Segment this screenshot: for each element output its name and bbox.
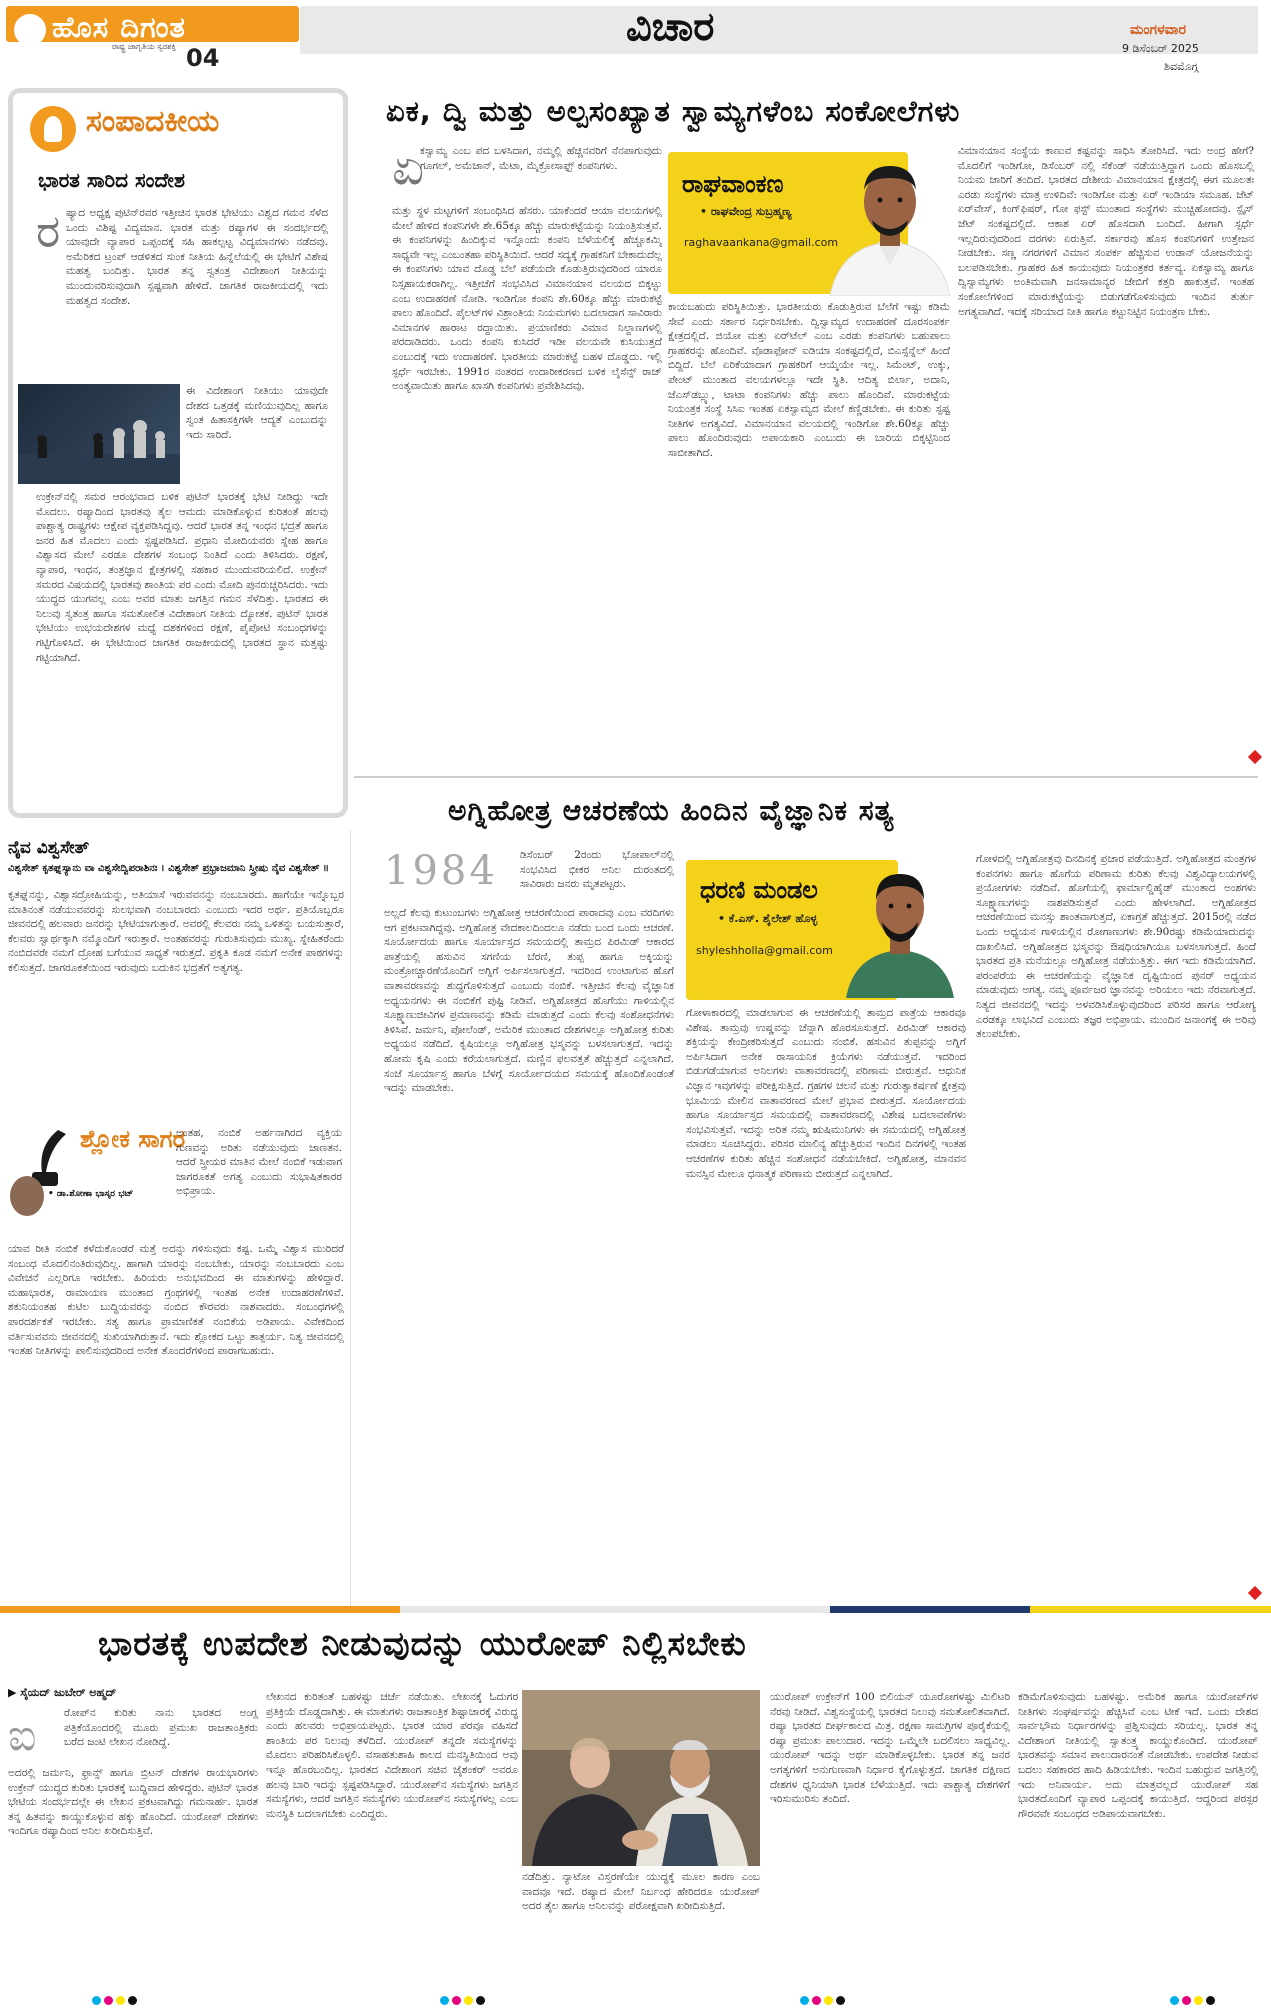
black-dot-icon [476,1996,485,2005]
section-color-strip [0,1606,1271,1613]
article1-byline: • ರಾಘವೇಂದ್ರ ಸುಬ್ರಹ್ಮಣ್ಯ [700,205,792,218]
article2-column-name: ಧರಣಿ ಮಂಡಲ [700,876,818,904]
section-band [300,6,1258,54]
editorial-label: ಸಂಪಾದಕೀಯ [86,104,220,139]
leaders-handshake-photo [522,1690,760,1866]
article3-column-2: ಲೇಖನದ ಕುರಿತಂತೆ ಬಹಳಷ್ಟು ಚರ್ಚೆ ನಡೆಯಿತು. ಲೇಖನಕ್ಕೆ ಓದುಗರ ಪ್ರತಿಕ್ರಿಯೆ ದೊಡ್ಡದಾಗಿತ್ತು. ಈ ಮಾತುಗಳು ರಾಜತಾಂತ್ರಿಕ ಶಿಷ್ಟಾಚಾರಕ್ಕೆ ವಿರುದ್ಧ ಎಂದು ಹಲವರು ಅಭಿಪ್ರಾಯಪಟ್ಟರು. ಭಾರತ ಯಾರ ಪರವೂ ವಹಿಸದೆ ಶಾಂತಿಯ ಪರ ನಿಲುವು ತಳೆದಿದೆ. ಯುರೋಪ್ ತನ್ನದೇ ಸಮಸ್ಯೆಗಳನ್ನು ಮೊದಲು ಪರಿಹರಿಸಿಕೊಳ್ಳಲಿ. ವಸಾಹತುಶಾಹಿ ಕಾಲದ ಮನಸ್ಥಿತಿಯಿಂದ ಅವು ಇನ್ನೂ ಹೊರಬಂದಿಲ್ಲ. ಭಾರತದ ವಿದೇಶಾಂಗ ಸಚಿವ ಜೈಶಂಕರ್ ಅವರೂ ಹಲವು ಬಾರಿ ಇದನ್ನು ಸ್ಪಷ್ಟಪಡಿಸಿದ್ದಾರೆ. ಯುರೋಪ್‌ನ ಸಮಸ್ಯೆಗಳು ಜಗತ್ತಿನ ಸಮಸ್ಯೆಗಳು, ಆದರೆ ಜಗತ್ತಿನ ಸಮಸ್ಯೆಗಳು ಯುರೋಪ್‌ನ ಸಮಸ್ಯೆಗಳಲ್ಲ ಎಂಬ ಮನಸ್ಥಿತಿ ಬದಲಾಗಬೇಕು ಎಂದಿದ್ದರು. [266,1691,518,1820]
article3-photo-caption-text: ನಡೆದಿತ್ತು. ನ್ಯಾಟೋ ವಿಸ್ತರಣೆಯೇ ಯುದ್ಧಕ್ಕೆ ಮೂಲ ಕಾರಣ ಎಂಬ ವಾದವೂ ಇದೆ. ರಷ್ಯಾದ ಮೇಲೆ ನಿರ್ಬಂಧ ಹೇರಿದರೂ ಯುರೋಪ್ ಅದರ ತೈಲ ಹಾಗೂ ಅನಿಲವನ್ನು ಪರೋಕ್ಷವಾಗಿ ಖರೀದಿಸುತ್ತಿದೆ. [522,1871,760,1913]
weekday: ಮಂಗಳವಾರ [1130,22,1187,38]
editorial-paragraph-2: ಈ ವಿದೇಶಾಂಗ ನೀತಿಯು ಯಾವುದೇ ದೇಶದ ಒತ್ತಡಕ್ಕೆ ಮಣಿಯುವುದಿಲ್ಲ ಹಾಗೂ ಸ್ವಂತ ಹಿತಾಸಕ್ತಿಗಳೇ ಆದ್ಯತೆ ಎಂಬುದನ್ನು ಇದು ಸಾರಿದೆ. [186,385,328,441]
logo-tagline: ರಾಷ್ಟ್ರ ಜಾಗೃತಿಯ ಸ್ವರಶಕ್ತಿ [112,42,176,51]
article2-byline: • ಕೆ.ಎಸ್. ಶೈಲೇಶ್ ಹೊಳ್ಳ [718,912,818,925]
editorial-paragraph-1: ಷ್ಯಾದ ಅಧ್ಯಕ್ಷ ಪುಟಿನ್‌ರವರ ಇತ್ತೀಚಿನ ಭಾರತ ಭೇಟಿಯು ವಿಶ್ವದ ಗಮನ ಸೆಳೆದ ಒಂದು ವಿಶಿಷ್ಟ ವಿದ್ಯಮಾನ. ಭಾರತ ಮತ್ತು ರಷ್ಯಾಗಳ ಈ ಸಂದರ್ಭದಲ್ಲಿ ಯಾವುದೇ ವ್ಯಾಪಾರ ಒಪ್ಪಂದಕ್ಕೆ ಸಹಿ ಹಾಕಲ್ಪಟ್ಟ ವಿದ್ಯಮಾನಗಳು ನಡೆದವು. ಅಮೆರಿಕದ ಟ್ರಂಪ್ ಆಡಳಿತದ ಸುಂಕ ನೀತಿಯ ಹಿನ್ನೆಲೆಯಲ್ಲಿ ಈ ಭೇಟಿಗೆ ವಿಶೇಷ ಮಹತ್ವ ಬಂದಿತ್ತು. ಭಾರತ ತನ್ನ ಸ್ವತಂತ್ರ ವಿದೇಶಾಂಗ ನೀತಿಯನ್ನು ಮುಂದುವರಿಸುವುದಾಗಿ ಸ್ಪಷ್ಟವಾಗಿ ಹೇಳಿದೆ. ಜಾಗತಿಕ ರಾಜಕೀಯದಲ್ಲಿ ಇದು ಮಹತ್ವದ ಸಂದೇಶ. [66,207,328,307]
black-dot-icon [128,1996,137,2005]
black-dot-icon [1206,1996,1215,2005]
sloka-author: • ಡಾ.ಶೋಣಾ ಭಾಸ್ಕರ ಭಟ್ [48,1189,134,1199]
sloka-headline[interactable]: ನೈವ ವಿಶ್ವಸೇತ್ [8,838,90,858]
print-registration-marks [0,1994,1271,2008]
article2-column-2: ಗೋಳಾಕಾರದಲ್ಲಿ ಮಾಡಲಾಗುವ ಈ ಆಚರಣೆಯಲ್ಲಿ ತಾಮ್ರದ ಪಾತ್ರೆಯ ಆಕಾರವೂ ವಿಶೇಷ. ತಾಮ್ರವು ಉಷ್ಣವನ್ನು ಚೆನ್ನಾಗಿ ಹೊರಸೂಸುತ್ತದೆ. ಪಿರಮಿಡ್ ಆಕಾರವು ಶಕ್ತಿಯನ್ನು ಕೇಂದ್ರೀಕರಿಸುತ್ತದೆ ಎಂಬುದು ನಂಬಿಕೆ. ಹಸುವಿನ ತುಪ್ಪವನ್ನು ಅಗ್ನಿಗೆ ಅರ್ಪಿಸಿದಾಗ ಅನೇಕ ರಾಸಾಯನಿಕ ಕ್ರಿಯೆಗಳು ನಡೆಯುತ್ತವೆ. ಇದರಿಂದ ಬಿಡುಗಡೆಯಾಗುವ ಅನಿಲಗಳು ವಾತಾವರಣದಲ್ಲಿ ಪರಿಣಾಮ ಬೀರುತ್ತವೆ. ಆಧುನಿಕ ವಿಜ್ಞಾನ ಇವುಗಳನ್ನು ಪರೀಕ್ಷಿಸುತ್ತಿದೆ. ಗ್ರಹಗಳ ಚಲನೆ ಮತ್ತು ಗುರುತ್ವಾಕರ್ಷಣೆ ಕ್ಷೇತ್ರವು ಭೂಮಿಯ ಮೇಲಿನ ವಾತಾವರಣದ ಮೇಲೆ ಪ್ರಭಾವ ಬೀರುತ್ತದೆ. ಸೂರ್ಯೋದಯ ಹಾಗೂ ಸೂರ್ಯಾಸ್ತದ ಸಮಯದಲ್ಲಿ ವಾತಾವರಣದಲ್ಲಿ ವಿಶೇಷ ಬದಲಾವಣೆಗಳು ಸಂಭವಿಸುತ್ತವೆ. ಇದನ್ನು ಅರಿತ ನಮ್ಮ ಋಷಿಮುನಿಗಳು ಈ ಸಮಯದಲ್ಲಿ ಅಗ್ನಿಹೋತ್ರ ಮಾಡಲು ಸೂಚಿಸಿದ್ದರು. ಪರಿಸರ ಮಾಲಿನ್ಯ ಹೆಚ್ಚುತ್ತಿರುವ ಇಂದಿನ ದಿನಗಳಲ್ಲಿ ಇಂತಹ ಆಚರಣೆಗಳ ಕುರಿತು ಹೆಚ್ಚಿನ ಸಂಶೋಧನೆ ನಡೆಯಬೇಕಿದೆ. ಅಗ್ನಿಹೋತ್ರ, ಮಾನವನ ಮನಸ್ಸಿನ ಮೇಲೂ ಧನಾತ್ಮಕ ಪರಿಣಾಮ ಬೀರುತ್ತದೆ ಎನ್ನಲಾಗಿದೆ. [686,1007,966,1180]
masthead [0,0,1271,84]
article1-column-1: ಮತ್ತು ಸ್ಥಳ ಮಟ್ಟಗಳಿಗೆ ಸಂಬಂಧಿಸಿದ ಹೆಸರು. ಯಾಕೆಂದರೆ ಆಯಾ ವಲಯಗಳಲ್ಲಿ ಮೇಲೆ ಹೇಳಿದ ಕಂಪನಿಗಳೇ ಶೇ.65ಕ್ಕೂ ಹೆಚ್ಚು ಮಾರುಕಟ್ಟೆಯನ್ನು ನಿಯಂತ್ರಿಸುತ್ತವೆ. ಈ ಕಂಪನಿಗಳನ್ನು ಹಿಂದಿಕ್ಕುವ ಇನ್ನೊಂದು ಕಂಪನಿ ಬೆಳೆಯಲಿಕ್ಕೆ ಹೆಚ್ಚೂಕಮ್ಮಿ ಸಾಧ್ಯವೇ ಇಲ್ಲ ಎಂಬಂತಹಾ ಪರಿಸ್ಥಿತಿಯಿದೆ. ಆದರೆ ಸದ್ಯಕ್ಕೆ ಗ್ರಾಹಕನಿಗೆ ಬೇಕಾದುದೆಲ್ಲ ಈ ಕಂಪನಿಗಳು ಯಾವ ದೊಡ್ಡ ಬೆಲೆ ಪಡೆಯದೇ ಕೊಡುತ್ತಿರುವುದರಿಂದ ಯಾರೂ ನಿಸ್ಸಹಾಯಕರಾಗಿಲ್ಲ. ಇತ್ತೀಚೆಗೆ ಸಂಭವಿಸಿದ ವಿಮಾನಯಾನ ವಲಯದ ಬಿಕ್ಕಟ್ಟು ಎಂಬ ಉದಾಹರಣೆ ನೋಡಿ. ಇಂಡಿಗೋ ಕಂಪನಿ ಶೇ.60ಕ್ಕೂ ಹೆಚ್ಚು ಮಾರುಕಟ್ಟೆ ಪಾಲು ಹೊಂದಿದೆ. ಪೈಲಟ್‌ಗಳ ವಿಶ್ರಾಂತಿಯ ನಿಯಮಗಳು ಬದಲಾದಾಗ ಸಾವಿರಾರು ವಿಮಾನಗಳ ಹಾರಾಟ ರದ್ದಾಯಿತು. ಪ್ರಯಾಣಿಕರು ವಿಮಾನ ನಿಲ್ದಾಣಗಳಲ್ಲಿ ಪರದಾಡಿದರು. ಒಂದು ಕಂಪನಿ ಕುಸಿದರೆ ಇಡೀ ವಲಯವೇ ಕುಸಿಯುತ್ತದೆ ಎಂಬುದಕ್ಕೆ ಇದು ಉದಾಹರಣೆ. ಭಾರತೀಯ ಮಾರುಕಟ್ಟೆ ಬಹಳ ದೊಡ್ಡದು. ಇಲ್ಲಿ ಸ್ಪರ್ಧೆ ಇರಬೇಕು. 1991ರ ನಂತರದ ಉದಾರೀಕರಣದ ಬಳಿಕ ಲೈಸೆನ್ಸ್ ರಾಜ್ ಅಂತ್ಯವಾಯಿತು ಹಾಗೂ ಖಾಸಗಿ ಕಂಪನಿಗಳು ಪ್ರವೇಶಿಸಿದವು. [392,205,662,393]
article1-column-2: ಕಾಯಬಹುದು ಪರಿಸ್ಥಿತಿಯಿತ್ತು. ಭಾರತೀಯರು ಕೊಡುತ್ತಿರುವ ಬೆಲೆಗೆ ಇಷ್ಟು ಕಡಿಮೆ ಸೇವೆ ಎಂದು ಸರ್ಕಾರ ನಿರ್ಧರಿಸಬೇಕು. ದ್ವಿಸ್ವಾಮ್ಯದ ಉದಾಹರಣೆ ದೂರಸಂಪರ್ಕ ಕ್ಷೇತ್ರದಲ್ಲಿದೆ. ಜಿಯೋ ಮತ್ತು ಏರ್‌ಟೆಲ್ ಎಂಬ ಎರಡು ಕಂಪನಿಗಳು ಬಹುಪಾಲು ಗ್ರಾಹಕರನ್ನು ಹೊಂದಿವೆ. ವೊಡಾಫೋನ್ ಐಡಿಯಾ ಸಂಕಷ್ಟದಲ್ಲಿದೆ, ಬಿಎಸ್ಸೆನ್ನೆಲ್ ಹಿಂದೆ ಬಿದ್ದಿದೆ. ಬೆಲೆ ಏರಿಕೆಯಾದಾಗ ಗ್ರಾಹಕರಿಗೆ ಆಯ್ಕೆಯೇ ಇಲ್ಲ. ಸಿಮೆಂಟ್, ಉಕ್ಕು, ಪೇಂಟ್ ಮುಂತಾದ ವಲಯಗಳಲ್ಲೂ ಇದೇ ಸ್ಥಿತಿ. ಆದಿತ್ಯ ಬಿರ್ಲಾ, ಅದಾನಿ, ಜೆಎಸ್‌ಡಬ್ಲ್ಯು, ಟಾಟಾ ಕಂಪನಿಗಳು ಹೆಚ್ಚು ಪಾಲು ಹೊಂದಿವೆ. ಮಾರುಕಟ್ಟೆಯ ನಿಯಂತ್ರಕ ಸಂಸ್ಥೆ ಸಿಸಿಐ ಇಂತಹ ಏಕಸ್ವಾಮ್ಯದ ಮೇಲೆ ಕಣ್ಣಿಡಬೇಕು. ಈ ಕುರಿತು ಸ್ಪಷ್ಟ ನೀತಿಗಳ ಅಗತ್ಯವಿದೆ. ವಿಮಾನಯಾನ ವಲಯದಲ್ಲಿ ಇಂಡಿಗೋ ಶೇ.60ಕ್ಕೂ ಹೆಚ್ಚು ಪಾಲು ಹೊಂದಿರುವುದು ಅಪಾಯಕಾರಿ ಎಂಬುದು ಈ ಬಾರಿಯ ಬಿಕ್ಕಟ್ಟಿನಿಂದ ಸಾಬೀತಾಗಿದೆ. [668,301,950,459]
article1-headline[interactable]: ಏಕ, ದ್ವಿ ಮತ್ತು ಅಲ್ಪಸಂಖ್ಯಾತ ಸ್ವಾಮ್ಯಗಳೆಂಬ ಸಂಕೋಲೆಗಳು [386,94,961,128]
column-rule [350,830,351,1610]
cyan-dot-icon [1170,1996,1179,2005]
columnist-portrait-raghavendra [820,146,960,296]
editorial-title[interactable]: ಭಾರತ ಸಾರಿದ ಸಂದೇಶ [38,168,185,192]
logo-emblem-icon [14,14,46,46]
article2-email[interactable]: shyleshholla@gmail.com [696,944,833,957]
logo-text: ಹೊಸ ದಿಗಂತ [52,10,186,44]
black-dot-icon [836,1996,845,2005]
sloka-verse: ವಿಶ್ವಸೇತ್ ಕೃತಘ್ನಸ್ಯಾನು ವಾ ವಿಶ್ವಸೇದ್ವಿಪರಾಶಿನಃ । ವಿಶ್ವಸೇತ್ ಪ್ರಭ್ರಾಜಮಾನಿ ಸ್ತ್ರೀಷು ನೈವ ವಿಶ್ವಸೇತ್ ॥ [8,863,330,874]
sloka-paragraph-1: ಕೃತಘ್ನನನ್ನು, ವಿಶ್ವಾಸದ್ರೋಹಿಯನ್ನು, ಅತಿಯಾಸೆ ಇರುವವನನ್ನು ನಂಬಬಾರದು. ಹಾಗೆಯೇ ಇನ್ನೊಬ್ಬರ ಮಾತಿನಂತೆ ನಡೆಯುವವರನ್ನು ಸುಲಭವಾಗಿ ನಂಬಬಾರದು ಎಂಬುದು ಇದರ ಅರ್ಥ. ಪ್ರತಿಯೊಬ್ಬರೂ ಜೀವನದಲ್ಲಿ ಹಲವಾರು ಜನರನ್ನು ಭೇಟಿಯಾಗುತ್ತಾರೆ. ಅವರಲ್ಲಿ ಕೆಲವರು ನಮ್ಮ ಒಳಿತನ್ನು ಬಯಸುತ್ತಾರೆ, ಕೆಲವರು ಸ್ವಾರ್ಥಕ್ಕಾಗಿ ನಮ್ಮೊಂದಿಗೆ ಇರುತ್ತಾರೆ. ಅಂತಹವರನ್ನು ಗುರುತಿಸುವುದು ಮುಖ್ಯ. ಸ್ನೇಹಿತರೆಂದು ನಂಬಿದವರೇ ನಮಗೆ ದ್ರೋಹ ಬಗೆಯುವ ಸಾಧ್ಯತೆ ಇರುತ್ತದೆ. ಪ್ರಕೃತಿ ಕೂಡ ನಮಗೆ ಅನೇಕ ಪಾಠಗಳನ್ನು ಕಲಿಸುತ್ತದೆ. ಜಾಗರೂಕತೆಯಿಂದ ಇರುವುದು ಬದುಕಿನ ಭದ್ರತೆಗೆ ಅತ್ಯಗತ್ಯ. [8,889,344,974]
article1-column-name: ರಾಘವಾಂಕಣ [682,170,784,198]
chess-photo-illustration [18,384,180,484]
article3-headline[interactable]: ಭಾರತಕ್ಕೆ ಉಪದೇಶ ನೀಡುವುದನ್ನು ಯುರೋಪ್ ನಿಲ್ಲಿಸಬೇಕು [98,1624,747,1663]
article2-year: 1984 [384,848,498,894]
sloka-sagara-label: ಶ್ಲೋಕ ಸಾಗರ [80,1125,186,1153]
yellow-dot-icon [824,1996,833,2005]
article2-column-1-lead: ಡಿಸೆಂಬರ್ 2ರಂದು ಭೋಪಾಲ್‌ನಲ್ಲಿ ಸಂಭವಿಸಿದ ಭೀಕರ ಅನಿಲ ದುರಂತದಲ್ಲಿ ಸಾವಿರಾರು ಜನರು ಮೃತಪಟ್ಟರು. [520,849,674,891]
magenta-dot-icon [104,1996,113,2005]
editorial-emblem-figure-icon [44,116,62,142]
magenta-dot-icon [812,1996,821,2005]
article1-column-1-lead: ಕಸ್ವಾಮ್ಯ ಎಂಬ ಪದ ಬಳಸಿದಾಗ, ನಮ್ಮಲ್ಲಿ ಹೆಚ್ಚಿನವರಿಗೆ ನೆನಪಾಗುವುದು ಗೂಗಲ್, ಅಮೆಜಾನ್, ಮೆಟಾ, ಮೈಕ್ರೋಸಾಫ್ಟ್ ಕಂಪನಿಗಳು. [420,145,662,172]
yellow-dot-icon [1194,1996,1203,2005]
date: 9 ಡಿಸೆಂಬರ್ 2025 [1122,42,1199,55]
columnist-portrait-shylesh [840,850,960,998]
chess-flag-photo [18,384,180,484]
magenta-dot-icon [452,1996,461,2005]
edition-city: ಶಿವಮೊಗ್ಗ [1164,60,1199,73]
article1-dropcap: ಏ [392,138,425,196]
article1-email[interactable]: raghavaankana@gmail.com [684,236,839,249]
article3-column-1: ಅದರಲ್ಲಿ ಜರ್ಮನಿ, ಫ್ರಾನ್ಸ್ ಹಾಗೂ ಬ್ರಿಟನ್ ದೇಶಗಳ ರಾಯಭಾರಿಗಳು ಉಕ್ರೇನ್ ಯುದ್ಧದ ಕುರಿತು ಭಾರತಕ್ಕೆ ಬುದ್ಧಿವಾದ ಹೇಳಿದ್ದರು. ಪುಟಿನ್ ಭಾರತ ಭೇಟಿಯ ಸಂದರ್ಭದಲ್ಲೇ ಈ ಲೇಖನ ಪ್ರಕಟವಾಗಿದ್ದು ಗಮನಾರ್ಹ. ಭಾರತ ತನ್ನ ಹಿತವನ್ನು ಕಾಯ್ದುಕೊಳ್ಳುವ ಹಕ್ಕು ಹೊಂದಿದೆ. ಯುರೋಪ್ ದೇಶಗಳು ಇಂದಿಗೂ ರಷ್ಯಾದಿಂದ ಅನಿಲ ಖರೀದಿಸುತ್ತಿವೆ. [8,1767,258,1838]
section-title: ವಿಚಾರ [626,4,715,50]
cyan-dot-icon [800,1996,809,2005]
article3-column-4: ಕಡಿಮೆಗೊಳಿಸುವುದು ಬಹಳಷ್ಟು. ಅಮೆರಿಕ ಹಾಗೂ ಯುರೋಪ್‌ಗಳ ನೀತಿಗಳು ಸಂಘರ್ಷವನ್ನು ಹೆಚ್ಚಿಸಿವೆ ಎಂಬ ಟೀಕೆ ಇದೆ. ಒಂದು ದೇಶದ ಸಾರ್ವಭೌಮ ನಿರ್ಧಾರಗಳನ್ನು ಪ್ರಶ್ನಿಸುವುದು ಸರಿಯಲ್ಲ. ಭಾರತ ತನ್ನ ವಿದೇಶಾಂಗ ನೀತಿಯಲ್ಲಿ ಸ್ವಾತಂತ್ರ್ಯ ಕಾಯ್ದುಕೊಂಡಿದೆ. ಯುರೋಪ್ ಭಾರತವನ್ನು ಸಮಾನ ಪಾಲುದಾರನಂತೆ ನೋಡಬೇಕು. ಉಪದೇಶ ನೀಡುವ ಬದಲು ಸಹಕಾರದ ಹಾದಿ ಹಿಡಿಯಬೇಕು. ಇಂದಿನ ಬಹುಧ್ರುವ ಜಗತ್ತಿನಲ್ಲಿ ಇದು ಅನಿವಾರ್ಯ. ಅದು ಮಾತ್ರವಲ್ಲದೆ ಯುರೋಪ್ ಸಹ ಭಾರತದೊಂದಿಗೆ ವ್ಯಾಪಾರ ಒಪ್ಪಂದಕ್ಕೆ ಕಾಯುತ್ತಿದೆ. ಆದ್ದರಿಂದ ಪರಸ್ಪರ ಗೌರವವೇ ಸಂಬಂಧದ ಅಡಿಪಾಯವಾಗಬೇಕು. [1018,1691,1258,1820]
article3-column-1-lead: ರೋಪ್‌ನ ಕುರಿತು ನಾನು ಭಾರತದ ಅಂಗ್ಲ ಪತ್ರಿಕೆಯೊಂದರಲ್ಲಿ ಮೂರು ಪ್ರಮುಖ ರಾಜತಾಂತ್ರಿಕರು ಬರೆದ ಜಂಟಿ ಲೇಖನ ನೋಡಿದ್ದೆ. [64,1707,258,1749]
yellow-dot-icon [116,1996,125,2005]
cyan-dot-icon [92,1996,101,2005]
article3-author: ▶ ಸೈಯದ್ ಜುಬೇರ್ ಅಹ್ಮದ್ [8,1686,117,1699]
article2-headline[interactable]: ಅಗ್ನಿಹೋತ್ರ ಆಚರಣೆಯ ಹಿಂದಿನ ವೈಜ್ಞಾನಿಕ ಸತ್ಯ [448,794,895,827]
sloka-paragraph-2: ಅಂತಹ, ನಂಬಿಕೆ ಅರ್ಹನಾಗಿರದ ವ್ಯಕ್ತಿಯ ಗುಣವನ್ನು ಅರಿತು ನಡೆಯುವುದು ಜಾಣತನ. ಆದರೆ ಸ್ತ್ರೀಯರ ಮಾತಿನ ಮೇಲೆ ನಂಬಿಕೆ ಇಡುವಾಗ ಜಾಗರೂಕತೆ ಅಗತ್ಯ ಎಂಬುದು ಸುಭಾಷಿತಕಾರರ ಅಭಿಪ್ರಾಯ. [176,1127,342,1198]
editorial-dropcap: ರ [36,204,61,258]
article2-column-1: ಅಲ್ಲದೆ ಕೆಲವು ಕುಟುಂಬಗಳು ಅಗ್ನಿಹೋತ್ರ ಆಚರಣೆಯಿಂದ ಪಾರಾದವು ಎಂಬ ವರದಿಗಳು ಆಗ ಪ್ರಕಟವಾಗಿದ್ದವು. ಅಗ್ನಿಹೋತ್ರ ವೇದಕಾಲದಿಂದಲೂ ನಡೆದು ಬಂದ ಒಂದು ಆಚರಣೆ. ಸೂರ್ಯೋದಯ ಹಾಗೂ ಸೂರ್ಯಾಸ್ತದ ಸಮಯದಲ್ಲಿ ತಾಮ್ರದ ಪಿರಮಿಡ್ ಆಕಾರದ ಪಾತ್ರೆಯಲ್ಲಿ ಹಸುವಿನ ಸಗಣಿಯ ಬೆರಣಿ, ತುಪ್ಪ ಹಾಗೂ ಅಕ್ಕಿಯನ್ನು ಮಂತ್ರೋಚ್ಚಾರಣೆಯೊಂದಿಗೆ ಅಗ್ನಿಗೆ ಅರ್ಪಿಸಲಾಗುತ್ತದೆ. ಇದರಿಂದ ಉಂಟಾಗುವ ಹೊಗೆ ವಾತಾವರಣವನ್ನು ಶುದ್ಧಗೊಳಿಸುತ್ತದೆ ಎಂಬುದು ನಂಬಿಕೆ. ಇತ್ತೀಚಿನ ಕೆಲವು ವೈಜ್ಞಾನಿಕ ಅಧ್ಯಯನಗಳು ಈ ನಂಬಿಕೆಗೆ ಪುಷ್ಟಿ ನೀಡಿವೆ. ಅಗ್ನಿಹೋತ್ರದ ಹೊಗೆಯು ಗಾಳಿಯಲ್ಲಿನ ಸೂಕ್ಷ್ಮಾಣುಜೀವಿಗಳ ಪ್ರಮಾಣವನ್ನು ಕಡಿಮೆ ಮಾಡುತ್ತದೆ ಎಂದು ಕೆಲವು ಸಂಶೋಧನೆಗಳು ತಿಳಿಸಿವೆ. ಜರ್ಮನಿ, ಪೋಲೆಂಡ್, ಅಮೆರಿಕ ಮುಂತಾದ ದೇಶಗಳಲ್ಲೂ ಅಗ್ನಿಹೋತ್ರ ಕುರಿತು ಅಧ್ಯಯನ ನಡೆದಿದೆ. ಕೃಷಿಯಲ್ಲೂ ಅಗ್ನಿಹೋತ್ರ ಭಸ್ಮವನ್ನು ಬಳಸಲಾಗುತ್ತದೆ. ಇದನ್ನು ಹೋಮ ಕೃಷಿ ಎಂದು ಕರೆಯಲಾಗುತ್ತದೆ. ಮಣ್ಣಿನ ಫಲವತ್ತತೆ ಹೆಚ್ಚುತ್ತದೆ ಎನ್ನಲಾಗಿದೆ. ಸಂಜೆ ಸೂರ್ಯಾಸ್ತ ಹಾಗೂ ಬೆಳಗ್ಗೆ ಸೂರ್ಯೋದಯದ ಸಮಯಕ್ಕೆ ಹೊಂದಿಕೊಂಡಂತೆ ಇದನ್ನು ಮಾಡಬೇಕು. [384,907,674,1095]
magenta-dot-icon [1182,1996,1191,2005]
cyan-dot-icon [440,1996,449,2005]
article-divider [354,776,1258,778]
article3-dropcap: ಐ [8,1710,37,1761]
page-number: 04 [186,44,220,72]
sloka-paragraph-3: ಯಾವ ರೀತಿ ನಂಬಿಕೆ ಕಳೆದುಕೊಂಡರೆ ಮತ್ತೆ ಅದನ್ನು ಗಳಿಸುವುದು ಕಷ್ಟ. ಒಮ್ಮೆ ವಿಶ್ವಾಸ ಮುರಿದರೆ ಸಂಬಂಧ ಮೊದಲಿನಂತಿರುವುದಿಲ್ಲ. ಹಾಗಾಗಿ ಯಾರನ್ನು ನಂಬಬೇಕು, ಯಾರನ್ನು ನಂಬಬಾರದು ಎಂಬ ವಿವೇಚನೆ ಎಲ್ಲರಿಗೂ ಇರಬೇಕು. ಹಿರಿಯರು ಅನುಭವದಿಂದ ಈ ಮಾತುಗಳನ್ನು ಹೇಳಿದ್ದಾರೆ. ಮಹಾಭಾರತ, ರಾಮಾಯಣ ಮುಂತಾದ ಗ್ರಂಥಗಳಲ್ಲಿ ಇಂತಹ ಅನೇಕ ಉದಾಹರಣೆಗಳಿವೆ. ಶಕುನಿಯಂತಹ ಕುಟಿಲ ಬುದ್ಧಿಯವರನ್ನು ನಂಬಿದ ಕೌರವರು ನಾಶವಾದರು. ಸಂಬಂಧಗಳಲ್ಲಿ ಪಾರದರ್ಶಕತೆ ಇರಬೇಕು. ಸತ್ಯ ಹಾಗೂ ಪ್ರಾಮಾಣಿಕತೆ ನಂಬಿಕೆಯ ಅಡಿಪಾಯ. ವಿವೇಕದಿಂದ ವರ್ತಿಸುವವನು ಜೀವನದಲ್ಲಿ ಸುಖಿಯಾಗಿರುತ್ತಾನೆ. ಇದು ಶ್ಲೋಕದ ಒಟ್ಟು ತಾತ್ಪರ್ಯ. ನಿತ್ಯ ಜೀವನದಲ್ಲಿ ಇಂತಹ ನೀತಿಗಳನ್ನು ಪಾಲಿಸುವುದರಿಂದ ಅನೇಕ ತೊಂದರೆಗಳಿಂದ ಪಾರಾಗಬಹುದು. [8,1243,344,1358]
editorial-paragraph-3: ಉಕ್ರೇನ್‌ನಲ್ಲಿ ಸಮರ ಆರಂಭವಾದ ಬಳಿಕ ಪುಟಿನ್ ಭಾರತಕ್ಕೆ ಭೇಟಿ ನೀಡಿದ್ದು ಇದೇ ಮೊದಲು. ರಷ್ಯಾದಿಂದ ಭಾರತವು ತೈಲ ಆಮದು ಮಾಡಿಕೊಳ್ಳುವ ಕುರಿತಂತೆ ಹಲವು ಪಾಶ್ಚಾತ್ಯ ರಾಷ್ಟ್ರಗಳು ಆಕ್ಷೇಪ ವ್ಯಕ್ತಪಡಿಸಿದ್ದವು. ಆದರೆ ಭಾರತ ತನ್ನ ಇಂಧನ ಭದ್ರತೆ ಹಾಗೂ ಜನರ ಹಿತ ಮೊದಲು ಎಂದು ಸ್ಪಷ್ಟಪಡಿಸಿದೆ. ಪ್ರಧಾನಿ ಮೋದಿಯವರು ಸ್ನೇಹ ಹಾಗೂ ವಿಶ್ವಾಸದ ಮೇಲೆ ಎರಡೂ ದೇಶಗಳ ಸಂಬಂಧ ನಿಂತಿದೆ ಎಂದು ತಿಳಿಸಿದರು. ರಕ್ಷಣೆ, ವ್ಯಾಪಾರ, ಇಂಧನ, ತಂತ್ರಜ್ಞಾನ ಕ್ಷೇತ್ರಗಳಲ್ಲಿ ಸಹಕಾರ ಮುಂದುವರಿಯಲಿದೆ. ಉಕ್ರೇನ್ ಸಮರದ ವಿಷಯದಲ್ಲಿ ಭಾರತವು ಶಾಂತಿಯ ಪರ ಎಂದು ಮೋದಿ ಪುನರುಚ್ಚರಿಸಿದರು. ಇದು ಯುದ್ಧದ ಯುಗವಲ್ಲ ಎಂಬ ಅವರ ಮಾತು ಜಗತ್ತಿನ ಗಮನ ಸೆಳೆದಿತ್ತು. ಭಾರತದ ಈ ನಿಲುವು ಸ್ವತಂತ್ರ ಹಾಗೂ ಸಮತೋಲಿತ ವಿದೇಶಾಂಗ ನೀತಿಯ ದ್ಯೋತಕ. ಪುಟಿನ್ ಭಾರತ ಭೇಟಿಯು ಉಭಯದೇಶಗಳ ಮಧ್ಯೆ ದಶಕಗಳಿಂದ ರಕ್ಷಣೆ, ಪೈಪೋಟಿ ಸಂಬಂಧಗಳನ್ನು ಗಟ್ಟಿಗೊಳಿಸಿದೆ. ಈ ಭೇಟಿಯಿಂದ ಜಾಗತಿಕ ರಾಜಕೀಯದಲ್ಲಿ ಭಾರತದ ಸ್ಥಾನ ಮತ್ತಷ್ಟು ಗಟ್ಟಿಯಾಗಿದೆ. [36,491,328,664]
newspaper-logo[interactable] [6,6,299,42]
article2-column-3: ಗೋಳದಲ್ಲಿ ಅಗ್ನಿಹೋತ್ರವು ದಿನದಿನಕ್ಕೆ ಪ್ರಚಾರ ಪಡೆಯುತ್ತಿದೆ. ಅಗ್ನಿಹೋತ್ರದ ಮಂತ್ರಗಳ ಕಂಪನಗಳು ಹಾಗೂ ಹೊಗೆಯ ಪರಿಣಾಮ ಕುರಿತು ಕೆಲವು ವಿಶ್ವವಿದ್ಯಾಲಯಗಳಲ್ಲಿ ಪ್ರಯೋಗಗಳು ನಡೆದಿವೆ. ಹೊಗೆಯಲ್ಲಿ ಫಾರ್ಮಾಲ್ಡಿಹೈಡ್ ಮುಂತಾದ ಅಂಶಗಳು ಸೂಕ್ಷ್ಮಾಣುಗಳನ್ನು ನಾಶಪಡಿಸುತ್ತವೆ ಎಂದು ಹೇಳಲಾಗಿದೆ. ಅಗ್ನಿಹೋತ್ರದ ಆಚರಣೆಯಿಂದ ಮನಸ್ಸು ಶಾಂತವಾಗುತ್ತದೆ, ಏಕಾಗ್ರತೆ ಹೆಚ್ಚುತ್ತದೆ. 2015ರಲ್ಲಿ ನಡೆದ ಒಂದು ಅಧ್ಯಯನ ಗಾಳಿಯಲ್ಲಿನ ರೋಗಾಣುಗಳು ಶೇ.90ರಷ್ಟು ಕಡಿಮೆಯಾದುದನ್ನು ದಾಖಲಿಸಿದೆ. ಅಗ್ನಿಹೋತ್ರದ ಭಸ್ಮವನ್ನು ಔಷಧಿಯಾಗಿಯೂ ಬಳಸಲಾಗುತ್ತದೆ. ಹಿಂದೆ ಭಾರತದ ಪ್ರತಿ ಮನೆಯಲ್ಲೂ ಅಗ್ನಿಹೋತ್ರ ನಡೆಯುತ್ತಿತ್ತು. ಈಗ ಇದು ಕಡಿಮೆಯಾಗಿದೆ. ಪರಂಪರೆಯ ಈ ಆಚರಣೆಯನ್ನು ವೈಜ್ಞಾನಿಕ ದೃಷ್ಟಿಯಿಂದ ಪುನರ್ ಅಧ್ಯಯನ ಮಾಡುವುದು ಅಗತ್ಯ. ನಮ್ಮ ಪೂರ್ವಜರ ಜ್ಞಾನವನ್ನು ಅರಿಯಲು ಇದು ನೆರವಾಗುತ್ತದೆ. ನಿತ್ಯದ ಜೀವನದಲ್ಲಿ ಇದನ್ನು ಅಳವಡಿಸಿಕೊಳ್ಳುವುದರಿಂದ ಪರಿಸರ ಹಾಗೂ ಆರೋಗ್ಯ ಎರಡಕ್ಕೂ ಲಾಭವಿದೆ ಎಂಬುದು ತಜ್ಞರ ಅಭಿಪ್ರಾಯ. ಮುಂದಿನ ಜನಾಂಗಕ್ಕೆ ಈ ಅರಿವು ತಲುಪಬೇಕು. [976,853,1256,1041]
sloka-author-portrait [10,1176,44,1216]
yellow-dot-icon [464,1996,473,2005]
article3-column-3: ಯುರೋಪ್ ಉಕ್ರೇನ್‌ಗೆ 100 ಬಿಲಿಯನ್ ಯೂರೋಗಳಷ್ಟು ಮಿಲಿಟರಿ ನೆರವು ನೀಡಿದೆ. ವಿಶ್ವಸಂಸ್ಥೆಯಲ್ಲಿ ಭಾರತದ ನಿಲುವು ಸಮತೋಲಿತವಾಗಿದೆ. ರಷ್ಯಾ ಭಾರತದ ದೀರ್ಘಕಾಲದ ಮಿತ್ರ. ರಕ್ಷಣಾ ಸಾಮಗ್ರಿಗಳ ಪೂರೈಕೆಯಲ್ಲಿ ರಷ್ಯಾ ಪ್ರಮುಖ ಪಾಲುದಾರ. ಇದನ್ನು ಒಮ್ಮೆಲೇ ಬದಲಿಸಲು ಸಾಧ್ಯವಿಲ್ಲ. ಯುರೋಪ್ ಇದನ್ನು ಅರ್ಥ ಮಾಡಿಕೊಳ್ಳಬೇಕು. ಭಾರತ ತನ್ನ ಜನರ ಅಗತ್ಯಗಳಿಗೆ ಅನುಗುಣವಾಗಿ ನಿರ್ಧಾರ ಕೈಗೊಳ್ಳುತ್ತದೆ. ಜಾಗತಿಕ ದಕ್ಷಿಣದ ದೇಶಗಳ ಧ್ವನಿಯಾಗಿ ಭಾರತ ಬೆಳೆಯುತ್ತಿದೆ. ಇದು ಪಾಶ್ಚಾತ್ಯ ದೇಶಗಳಿಗೆ ಇರಿಸುಮುರಿಸು ತಂದಿದೆ. [770,1691,1010,1806]
article1-column-3: ವಿಮಾನಯಾನ ಸಂಸ್ಥೆಯ ಕಾಣುವ ಕಷ್ಟವನ್ನು ಸಾಧಿಸಿ ತೋರಿಸಿದೆ. ಇದು ಅಂದ್ರ ಹೇಗೆ? ಮೊದಲಿಗೆ ಇಂಡಿಗೋ, ಡಿಸೆಂಬರ್ ನಲ್ಲಿ ಸೆಕೆಂಡ್ ನಡೆಯುತ್ತಿದ್ದಾಗ ಒಂದು ಹೊಸಬಲ್ಲಿ ನಿಯಮ ಜಾರಿಗೆ ತಂದಿದೆ. ಭಾರತದ ದೇಶೀಯ ವಿಮಾನಯಾನ ಕ್ಷೇತ್ರದಲ್ಲಿ ಈಗ ಮೂಲತಃ ಎರಡು ಸಂಸ್ಥೆಗಳು ಮಾತ್ರ ಉಳಿದಿವೆ: ಇಂಡಿಗೋ ಮತ್ತು ಏರ್ ಇಂಡಿಯಾ ಸಮೂಹ. ಜೆಟ್ ಏರ್‌ವೇಸ್, ಕಿಂಗ್‌ಫಿಷರ್, ಗೋ ಫಸ್ಟ್ ಮುಂತಾದ ಸಂಸ್ಥೆಗಳು ಮುಚ್ಚಿಹೋದವು. ಸ್ಪೈಸ್ ಜೆಟ್ ಸಂಕಷ್ಟದಲ್ಲಿದೆ. ಆಕಾಶ ಏರ್ ಹೊಸದಾಗಿ ಬಂದಿದೆ. ಹೀಗಾಗಿ ಸ್ಪರ್ಧೆ ಇಲ್ಲದಿರುವುದರಿಂದ ದರಗಳು ಏರುತ್ತಿವೆ. ಸರ್ಕಾರವು ಹೊಸ ಕಂಪನಿಗಳಿಗೆ ಉತ್ತೇಜನ ನೀಡಬೇಕು. ಸಣ್ಣ ನಗರಗಳಿಗೆ ವಿಮಾನ ಸಂಪರ್ಕ ಹೆಚ್ಚಿಸುವ ಉಡಾನ್ ಯೋಜನೆಯನ್ನು ಬಲಪಡಿಸಬೇಕು. ಗ್ರಾಹಕರ ಹಿತ ಕಾಯುವುದು ನಿಯಂತ್ರಕರ ಕರ್ತವ್ಯ. ಏಕಸ್ವಾಮ್ಯ ಹಾಗೂ ದ್ವಿಸ್ವಾಮ್ಯಗಳು ಅಂತಿಮವಾಗಿ ಜನಸಾಮಾನ್ಯರ ಜೇಬಿಗೆ ಕತ್ತರಿ ಹಾಕುತ್ತವೆ. ಇಂತಹ ಸಂಕೋಲೆಗಳಿಂದ ಮಾರುಕಟ್ಟೆಯನ್ನು ಬಿಡುಗಡೆಗೊಳಿಸುವುದು ಇಂದಿನ ತುರ್ತು ಅಗತ್ಯವಾಗಿದೆ. ಇದಕ್ಕೆ ಸರಿಯಾದ ನೀತಿ ಹಾಗೂ ಕಟ್ಟುನಿಟ್ಟಿನ ನಿಯಂತ್ರಣ ಬೇಕು. [958,145,1254,318]
